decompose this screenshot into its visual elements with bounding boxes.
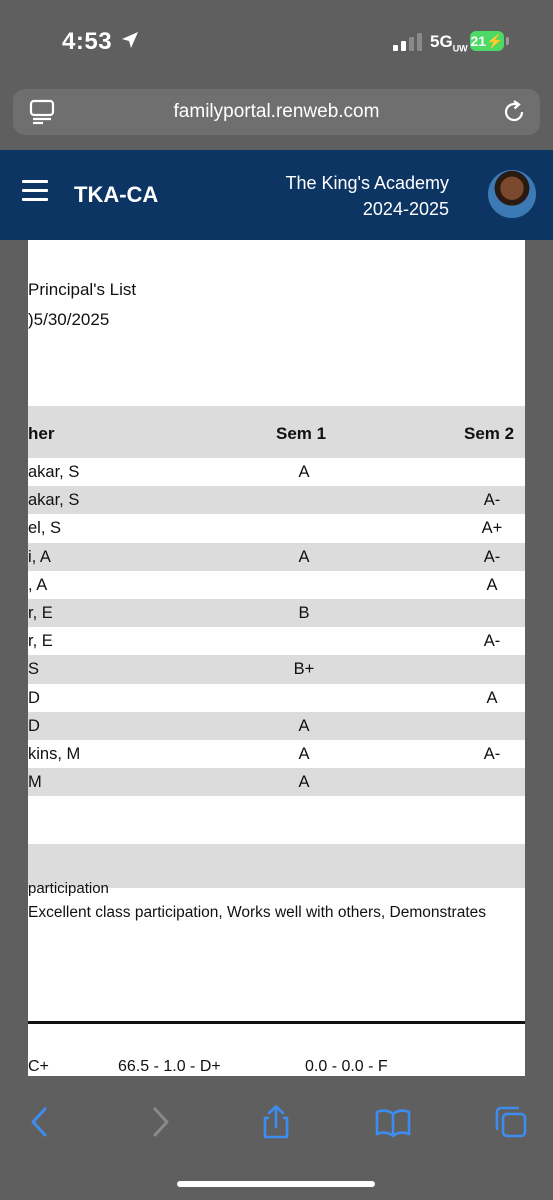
sem2-cell: A: [486, 575, 498, 594]
sem2-cell: A-: [483, 744, 501, 763]
column-header-teacher: her: [28, 424, 55, 443]
table-row: [28, 571, 525, 599]
school-info: [285, 170, 449, 222]
battery-icon: 21⚡: [470, 33, 504, 49]
table-row: [28, 599, 525, 627]
table-row: [28, 543, 525, 571]
app-header: [0, 150, 553, 240]
school-year: 2024-2025: [362, 199, 449, 219]
grade-scale-item: C+: [28, 1058, 49, 1075]
tabs-icon[interactable]: [493, 1104, 529, 1140]
teacher-cell: D: [28, 716, 40, 735]
table-row: [28, 458, 525, 486]
sem2-cell: A: [486, 688, 498, 707]
status-time: 4:53: [62, 28, 113, 55]
teacher-cell: r, E: [28, 632, 53, 651]
teacher-cell: M: [28, 773, 42, 792]
teacher-cell: r, E: [28, 603, 53, 622]
reload-icon[interactable]: [501, 99, 527, 125]
table-row: [28, 514, 525, 542]
sem2-cell: A-: [483, 547, 501, 566]
sem1-cell: A: [298, 463, 310, 481]
battery-tip: [506, 37, 509, 45]
comment-text: Excellent class participation, Works well with others, Demonstrates: [28, 904, 486, 921]
column-header-sem1: Sem 1: [276, 424, 327, 443]
teacher-cell: D: [28, 688, 40, 707]
signal-strength-icon: [393, 33, 423, 51]
home-indicator[interactable]: [177, 1181, 375, 1187]
grade-scale-item: 0.0 - 0.0 - F: [305, 1058, 388, 1075]
teacher-cell: el, S: [28, 519, 62, 538]
table-row: [28, 740, 525, 768]
award-name: Principal's List: [28, 280, 137, 299]
teacher-cell: akar, S: [28, 491, 80, 510]
app-brand[interactable]: TKA-CA: [74, 182, 159, 207]
school-name: The King's Academy: [285, 173, 449, 193]
table-row: [28, 768, 525, 796]
table-row: [28, 627, 525, 655]
sem1-cell: A: [298, 547, 310, 566]
grade-scale-item: 66.5 - 1.0 - D+: [118, 1058, 221, 1075]
share-icon[interactable]: [258, 1104, 294, 1140]
report-card-content: [28, 240, 525, 1076]
address-bar[interactable]: [13, 89, 540, 135]
column-header-sem2: Sem 2: [464, 424, 515, 443]
sem2-cell: A-: [483, 632, 501, 651]
teacher-cell: i, A: [28, 547, 51, 566]
sem1-cell: B: [298, 603, 310, 622]
table-row: [28, 486, 525, 514]
status-bar: [0, 0, 553, 80]
sem1-cell: B+: [293, 660, 315, 679]
grades-table-header: [28, 406, 525, 458]
menu-icon[interactable]: [22, 180, 48, 202]
sem2-cell: A+: [481, 519, 503, 538]
sem1-cell: A: [298, 744, 310, 763]
url-text[interactable]: familyportal.renweb.com: [173, 101, 380, 122]
bookmarks-icon[interactable]: [375, 1104, 411, 1140]
teacher-cell: S: [28, 660, 40, 679]
sem2-cell: A-: [483, 491, 501, 510]
table-row: [28, 712, 525, 740]
table-row: [28, 655, 525, 683]
award-date: )5/30/2025: [28, 310, 110, 329]
avatar[interactable]: [486, 168, 538, 220]
back-icon[interactable]: [22, 1104, 58, 1140]
table-row: [28, 684, 525, 712]
teacher-cell: kins, M: [28, 744, 81, 763]
location-arrow-icon: [120, 30, 140, 50]
network-type: $5G_{UW}$: [430, 32, 468, 54]
sem1-cell: A: [298, 773, 310, 792]
sem1-cell: A: [298, 716, 310, 735]
grades-table-body: [28, 458, 525, 796]
teacher-cell: , A: [28, 575, 48, 594]
teacher-cell: akar, S: [28, 463, 80, 481]
section-divider: [28, 1021, 525, 1024]
forward-icon[interactable]: [142, 1104, 178, 1140]
comment-title: participation: [28, 880, 109, 897]
